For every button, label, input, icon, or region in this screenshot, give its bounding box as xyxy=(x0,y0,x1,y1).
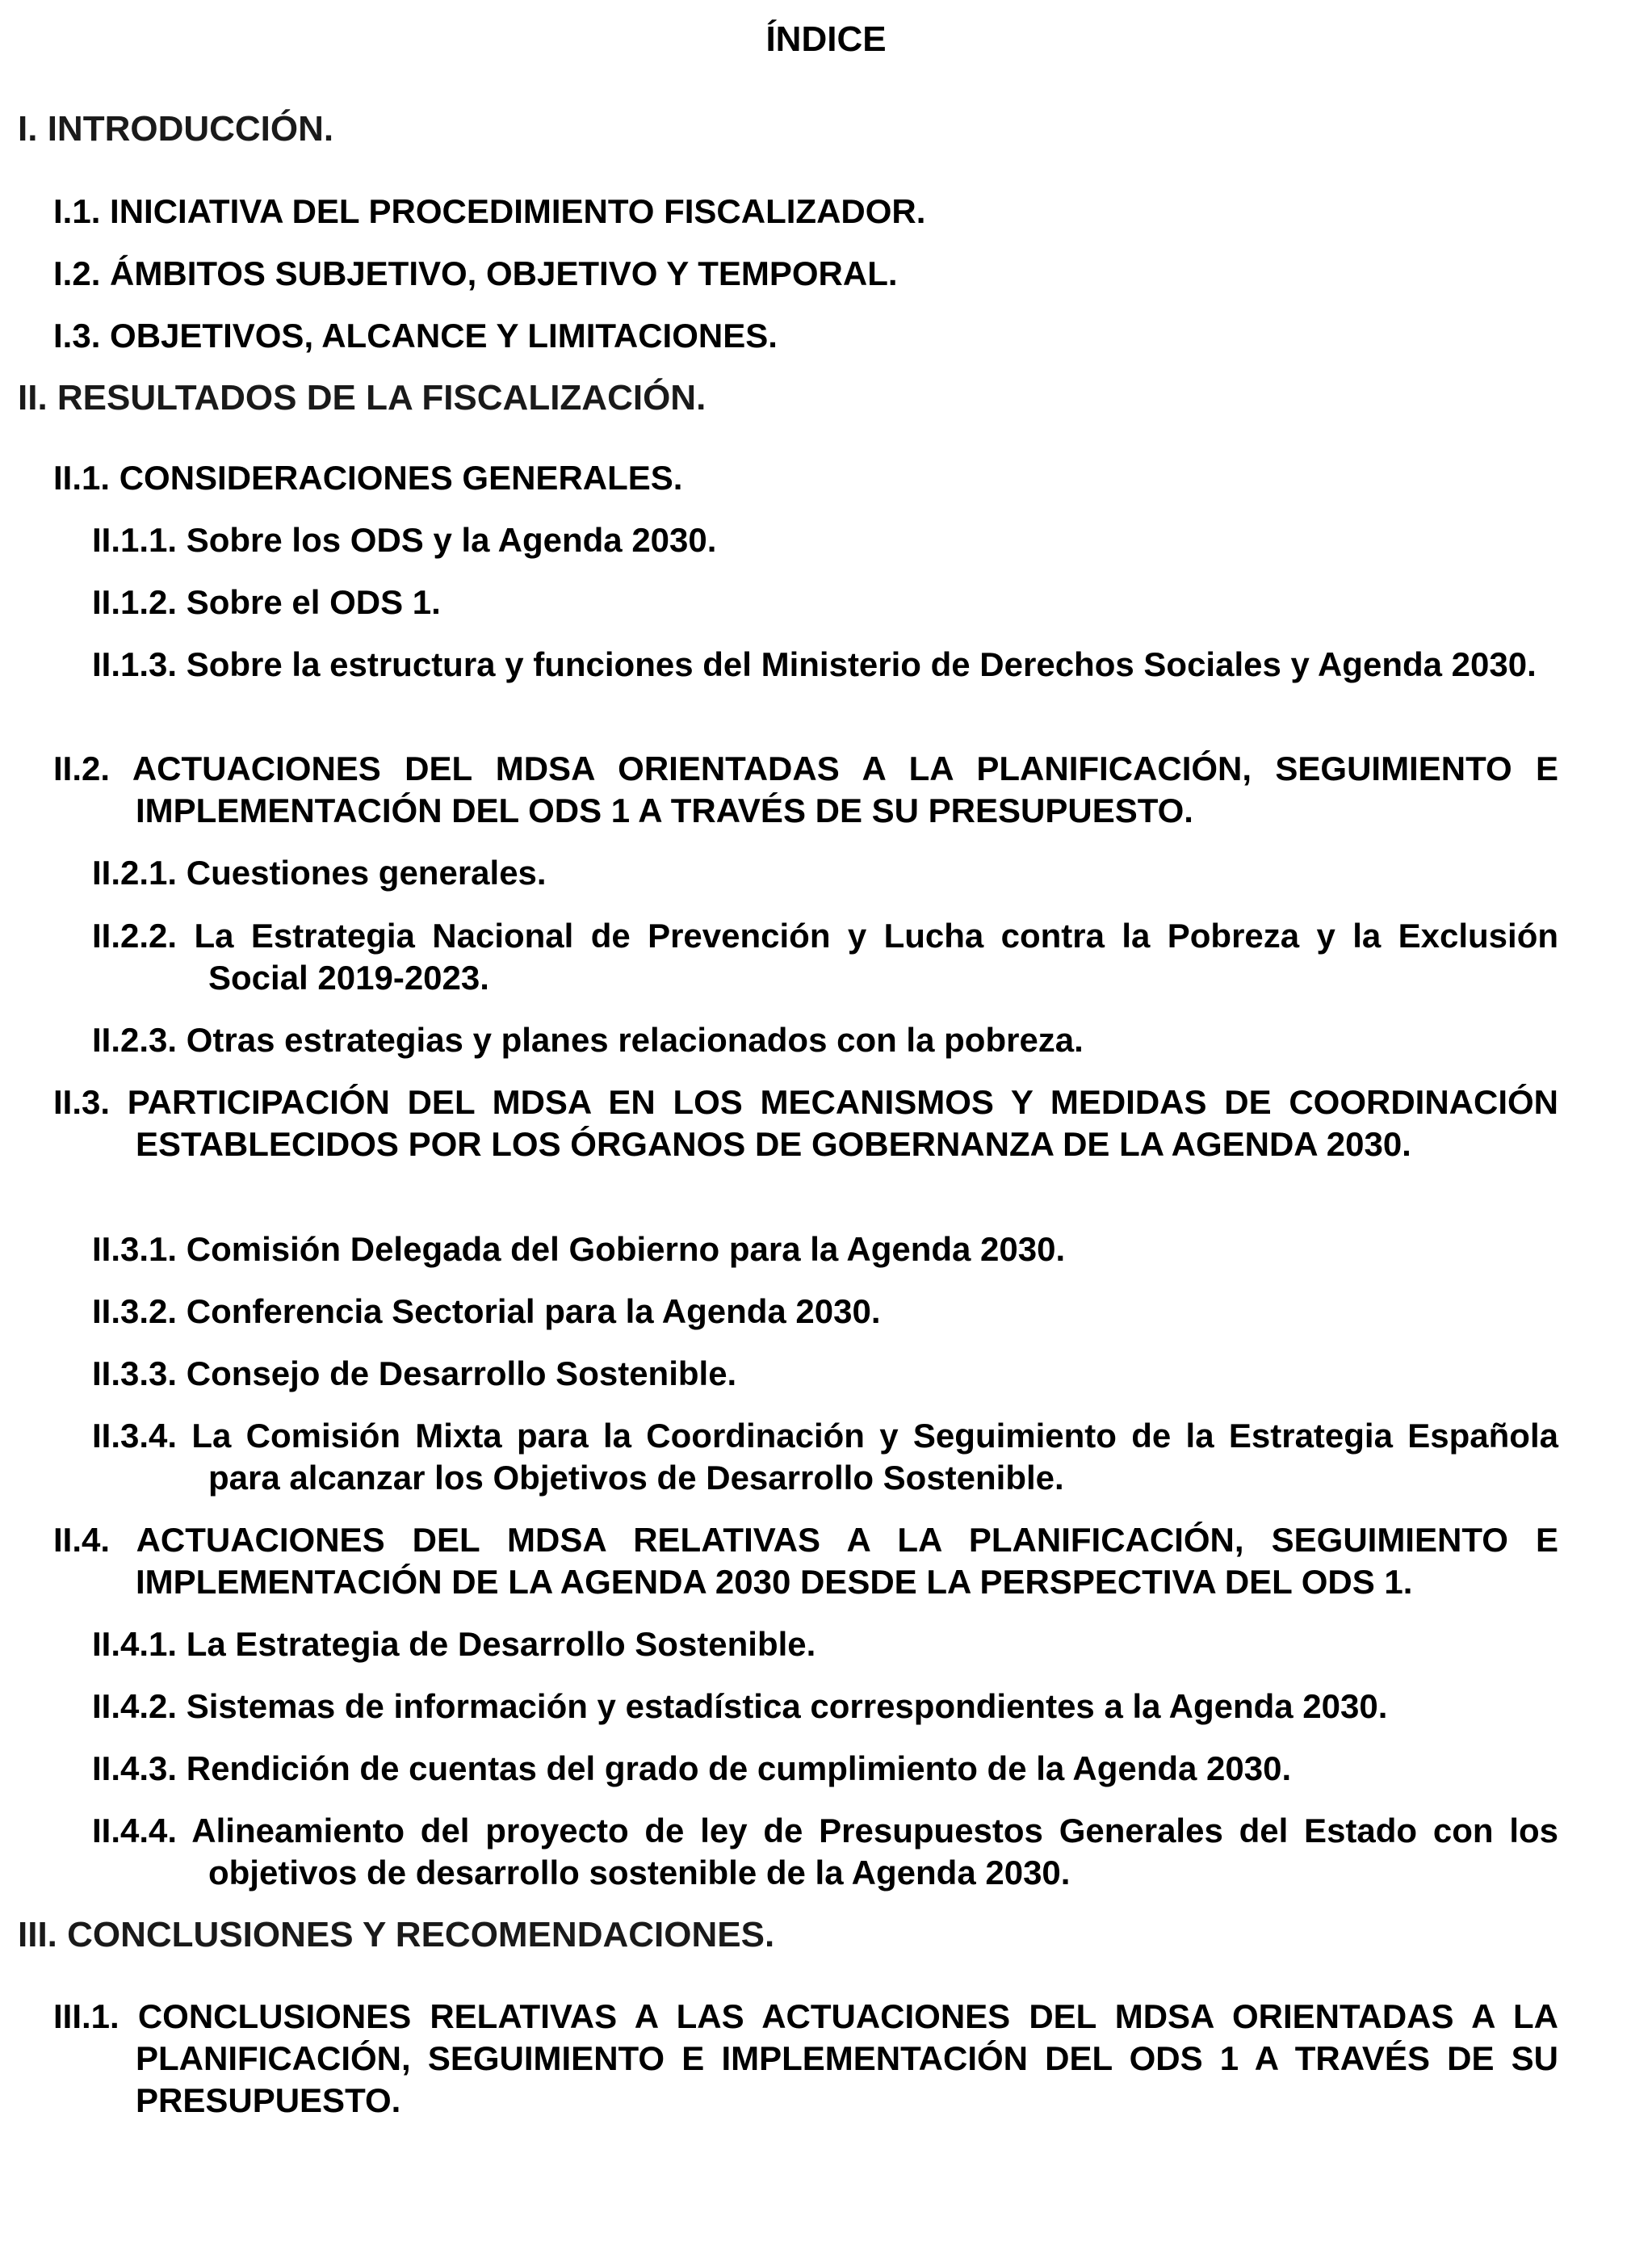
toc-number: I.3. xyxy=(53,317,111,355)
toc-number: II.4.2. xyxy=(92,1687,187,1725)
toc-number: II.3.4. xyxy=(92,1417,192,1455)
toc-entry-level-2 xyxy=(53,253,898,295)
toc-text: RESULTADOS DE LA FISCALIZACIÓN. xyxy=(57,378,707,418)
toc-entry-level-3 xyxy=(92,915,1558,999)
toc-number: II.1.2. xyxy=(92,583,187,621)
toc-entry-level-3 xyxy=(92,644,1558,686)
toc-number: II.3.3. xyxy=(92,1354,187,1392)
toc-text: Conferencia Sectorial para la Agenda 2030. xyxy=(186,1292,881,1330)
toc-number: II.2.1. xyxy=(92,854,187,892)
toc-text: Consejo de Desarrollo Sostenible. xyxy=(186,1354,737,1392)
toc-text: Sobre los ODS y la Agenda 2030. xyxy=(186,521,717,559)
toc-text: La Estrategia Nacional de Prevención y Lucha contra la Pobreza y la Exclusión Social 2019-2023. xyxy=(194,917,1559,997)
toc-text: Sobre el ODS 1. xyxy=(186,583,441,621)
toc-entry-level-3 xyxy=(92,1228,1065,1270)
toc-number: II.1. xyxy=(53,459,119,497)
toc-text: ACTUACIONES DEL MDSA RELATIVAS A LA PLANIFICACIÓN, SEGUIMIENTO E IMPLEMENTACIÓN DE LA AGENDA 2030 DESDE LA PERSPECTIVA DEL ODS 1. xyxy=(136,1521,1558,1601)
toc-entry-level-1 xyxy=(18,108,333,150)
toc-entry-level-3 xyxy=(92,1353,736,1395)
toc-number: III. xyxy=(18,1915,68,1954)
toc-entry-level-3 xyxy=(92,1686,1387,1728)
toc-text: Sistemas de información y estadística correspondientes a la Agenda 2030. xyxy=(186,1687,1388,1725)
toc-entry-level-3 xyxy=(92,1623,816,1665)
toc-entry-level-2 xyxy=(53,1081,1558,1165)
toc-text: Cuestiones generales. xyxy=(186,854,547,892)
toc-entry-level-2 xyxy=(53,1519,1558,1603)
toc-text: CONSIDERACIONES GENERALES. xyxy=(119,459,683,497)
toc-entry-level-3 xyxy=(92,519,716,561)
toc-number: I. xyxy=(18,109,48,149)
index-title: ÍNDICE xyxy=(765,19,887,59)
toc-text: Comisión Delegada del Gobierno para la Agenda 2030. xyxy=(186,1230,1066,1268)
toc-text: Otras estrategias y planes relacionados con la pobreza. xyxy=(186,1021,1084,1059)
toc-text: PARTICIPACIÓN DEL MDSA EN LOS MECANISMOS Y MEDIDAS DE COORDINACIÓN ESTABLECIDOS POR LOS ÓRGANOS DE GOBERNANZA DE LA AGENDA 2030. xyxy=(127,1083,1558,1163)
toc-text: La Comisión Mixta para la Coordinación y Seguimiento de la Estrategia Española para alcanzar los Objetivos de Desarrollo Sostenible. xyxy=(191,1417,1558,1497)
toc-number: II.3. xyxy=(53,1083,128,1121)
toc-entry-level-2 xyxy=(53,748,1558,832)
toc-entry-level-3 xyxy=(92,1019,1084,1061)
toc-entry-level-3 xyxy=(92,852,547,894)
toc-entry-level-3 xyxy=(92,1810,1558,1894)
toc-number: II.4.3. xyxy=(92,1749,187,1787)
toc-number: II.2.2. xyxy=(92,917,195,955)
toc-text: Alineamiento del proyecto de ley de Presupuestos Generales del Estado con los objetivos de desarrollo sostenible de la Agenda 2030. xyxy=(191,1812,1558,1891)
toc-number: II.4.4. xyxy=(92,1812,192,1849)
toc-number: II.2. xyxy=(53,749,132,787)
toc-entry-level-2 xyxy=(53,191,925,233)
toc-number: II.3.2. xyxy=(92,1292,187,1330)
toc-text: ACTUACIONES DEL MDSA ORIENTADAS A LA PLANIFICACIÓN, SEGUIMIENTO E IMPLEMENTACIÓN DEL ODS 1 A TRAVÉS DE SU PRESUPUESTO. xyxy=(132,749,1558,829)
toc-text: CONCLUSIONES Y RECOMENDACIONES. xyxy=(67,1915,775,1954)
toc-entry-level-3 xyxy=(92,1748,1291,1790)
toc-number: II.2.3. xyxy=(92,1021,187,1059)
toc-number: III.1. xyxy=(53,1997,138,2035)
toc-number: I.1. xyxy=(53,192,111,230)
toc-entry-level-3 xyxy=(92,1415,1558,1499)
toc-text: CONCLUSIONES RELATIVAS A LAS ACTUACIONES DEL MDSA ORIENTADAS A LA PLANIFICACIÓN, SEGUIMIENTO E IMPLEMENTACIÓN DEL ODS 1 A TRAVÉS DE SU PRESUPUESTO. xyxy=(136,1997,1558,2119)
toc-text: La Estrategia de Desarrollo Sostenible. xyxy=(186,1625,816,1663)
toc-entry-level-2 xyxy=(53,315,778,357)
toc-entry-level-1 xyxy=(18,1914,774,1956)
toc-entry-level-1 xyxy=(18,377,706,419)
toc-text: Rendición de cuentas del grado de cumplimiento de la Agenda 2030. xyxy=(186,1749,1292,1787)
toc-text: ÁMBITOS SUBJETIVO, OBJETIVO Y TEMPORAL. xyxy=(110,254,898,292)
toc-entry-level-3 xyxy=(92,581,441,623)
toc-number: II.4.1. xyxy=(92,1625,187,1663)
toc-text: Sobre la estructura y funciones del Ministerio de Derechos Sociales y Agenda 2030. xyxy=(186,645,1537,683)
toc-entry-level-2 xyxy=(53,457,682,499)
toc-number: II.1.1. xyxy=(92,521,187,559)
toc-number: II. xyxy=(18,378,57,418)
toc-number: II.1.3. xyxy=(92,645,187,683)
toc-number: II.4. xyxy=(53,1521,136,1559)
toc-text: INICIATIVA DEL PROCEDIMIENTO FISCALIZADOR. xyxy=(110,192,926,230)
toc-text: OBJETIVOS, ALCANCE Y LIMITACIONES. xyxy=(110,317,778,355)
toc-entry-level-2 xyxy=(53,1996,1558,2122)
toc-number: II.3.1. xyxy=(92,1230,187,1268)
toc-entry-level-3 xyxy=(92,1291,881,1333)
toc-number: I.2. xyxy=(53,254,111,292)
toc-text: INTRODUCCIÓN. xyxy=(47,109,334,149)
